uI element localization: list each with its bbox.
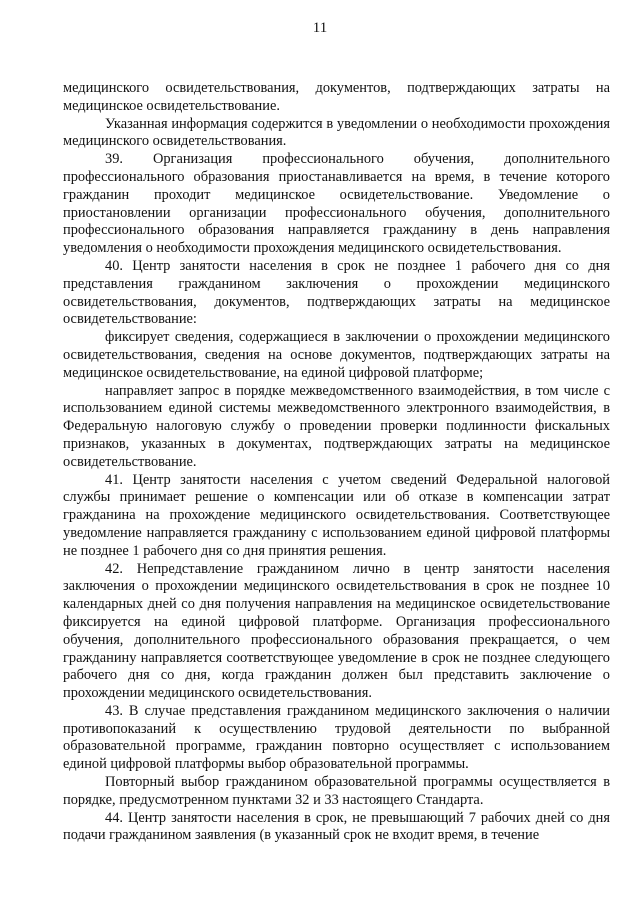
paragraph-44: 44. Центр занятости населения в срок, не превышающий 7 рабочих дней со дня подачи гражданином заявления (в указанный срок не входит время, в течение: [63, 809, 610, 844]
paragraph-43: 43. В случае представления гражданином медицинского заключения о наличии противопоказаний к осуществлению трудовой деятельности по выбранной образовательной программе, гражданин повторно осуществляет с использованием единой цифровой платформы выбор образовательной программы.: [63, 702, 610, 773]
paragraph-40-item-2: направляет запрос в порядке межведомственного взаимодействия, в том числе с использованием единой системы межведомственного электронного взаимодействия, в Федеральную налоговую службу о проведении проверки подлинности фискальных признаков, указанных в документах, подтверждающих затраты на медицинское освидетельствование.: [63, 382, 610, 470]
paragraph-40-item-1: фиксирует сведения, содержащиеся в заключении о прохождении медицинского освидетельствования, сведения на основе документов, подтверждающих затраты на медицинское освидетельствование, на единой цифровой платформе;: [63, 329, 610, 381]
paragraph-43-note: Повторный выбор гражданином образовательной программы осуществляется в порядке, предусмотренном пунктами 32 и 33 настоящего Стандарта.: [63, 774, 610, 808]
paragraph-42: 42. Непредставление гражданином лично в центр занятости населения заключения о прохождении медицинского освидетельствования в срок не позднее 10 календарных дней со дня получения направления на медицинское освидетельствование фиксируется на единой цифровой платформе. Организация профессионального обучения, дополнительного профессионального образования прекращается, о чем гражданину направляется соответствующее уведомление в срок не позднее следующего рабочего дня со дня, когда гражданин должен был представить заключение о прохождении медицинского освидетельствования.: [63, 560, 610, 702]
paragraph-40: 40. Центр занятости населения в срок не позднее 1 рабочего дня со дня представления гражданином заключения о прохождении медицинского освидетельствования, документов, подтверждающих затраты на медицинское освидетельствование:: [63, 257, 610, 328]
paragraph-continuation: медицинского освидетельствования, документов, подтверждающих затраты на медицинское освидетельствование.: [63, 80, 610, 114]
paragraph-41: 41. Центр занятости населения с учетом сведений Федеральной налоговой службы принимает решение о компенсации или об отказе в компенсации затрат гражданина на прохождение медицинского освидетельствования. Соответствующее уведомление направляется гражданину с использованием единой цифровой платформы не позднее 1 рабочего дня со дня принятия решения.: [63, 471, 610, 559]
page-number: 11: [312, 20, 328, 36]
document-body: [63, 80, 610, 845]
paragraph-39: 39. Организация профессионального обучения, дополнительного профессионального образования приостанавливается на время, в течение которого гражданин проходит медицинское освидетельствование. Уведомление о приостановлении организации профессионального обучения, дополнительного профессионального образования направляется гражданину в день направления уведомления о необходимости прохождения медицинского освидетельствования.: [63, 151, 610, 257]
paragraph: Указанная информация содержится в уведомлении о необходимости прохождения медицинского освидетельствования.: [63, 115, 610, 150]
